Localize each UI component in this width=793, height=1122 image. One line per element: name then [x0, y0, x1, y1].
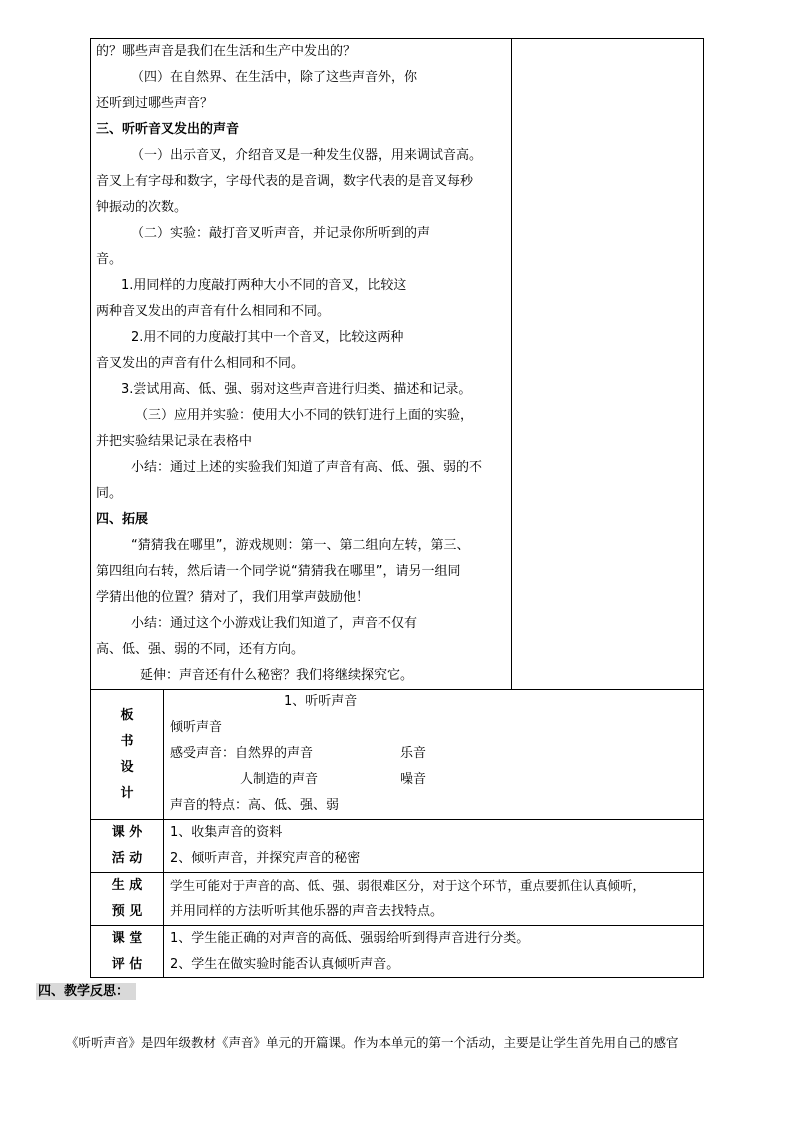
row-divider-evaluation [90, 925, 704, 926]
reflection-paragraph: 《听听声音》是四年级教材《声音》单元的开篇课。作为本单元的第一个活动，主要是让学生首先用自己的感官 [66, 1035, 679, 1050]
table-border-top [90, 38, 704, 39]
board-line: 人制造的声音 [240, 772, 319, 787]
text-line: 延伸：声音还有什么秘密？我们将继续探究它。 [140, 668, 414, 683]
text-line: （二）实验：敲打音叉听声音，并记录你所听到的声 [131, 226, 431, 241]
board-title: 1、听听声音 [284, 694, 358, 709]
board-label-char: 计 [120, 786, 134, 801]
notes-column-divider [511, 38, 512, 689]
outside-line: 1、收集声音的资料 [170, 825, 283, 840]
board-line: 噪音 [400, 772, 427, 787]
board-line: 声音的特点：高、低、强、弱 [170, 798, 340, 813]
text-line: “猜猜我在哪里”，游戏规则：第一、第二组向左转，第三、 [131, 538, 470, 553]
evaluation-line: 2、学生在做实验时能否认真倾听声音。 [170, 957, 400, 972]
row-divider-outside [90, 819, 704, 820]
text-line: 音叉上有字母和数字，字母代表的是音调，数字代表的是音叉每秒 [96, 174, 474, 189]
evaluation-label: 课 堂 [111, 931, 143, 946]
text-line: 同。 [96, 486, 123, 501]
board-label-char: 书 [120, 734, 134, 749]
text-line: 小结：通过上述的实验我们知道了声音有高、低、强、弱的不 [131, 460, 483, 475]
outside-line: 2、倾听声音，并探究声音的秘密 [170, 851, 361, 866]
text-line: 钟振动的次数。 [96, 200, 188, 215]
evaluation-line: 1、学生能正确的对声音的高低、强弱给听到得声音进行分类。 [170, 931, 530, 946]
outside-label: 活 动 [111, 851, 143, 866]
text-line: 两种音叉发出的声音有什么相同和不同。 [96, 304, 331, 319]
text-line: 小结：通过这个小游戏让我们知道了，声音不仅有 [131, 616, 418, 631]
board-label-char: 设 [120, 760, 134, 775]
text-line: 高、低、强、弱的不同，还有方向。 [96, 642, 305, 657]
text-line: 还听到过哪些声音？ [96, 96, 214, 111]
forecast-label: 预 见 [111, 904, 143, 919]
outside-label: 课 外 [111, 825, 143, 840]
row-divider-forecast [90, 872, 704, 873]
row-divider-board [90, 689, 704, 690]
reflection-heading: 四、教学反思： [38, 984, 130, 999]
section-heading: 三、听听音叉发出的声音 [96, 122, 240, 137]
forecast-line: 学生可能对于声音的高、低、强、弱很难区分，对于这个环节，重点要抓住认真倾听， [170, 878, 646, 893]
evaluation-label: 评 估 [111, 957, 143, 972]
text-line: 3.尝试用高、低、强、弱对这些声音进行归类、描述和记录。 [121, 382, 472, 397]
board-line: 感受声音：自然界的声音 [170, 746, 314, 761]
text-line: （三）应用并实验：使用大小不同的铁钉进行上面的实验， [135, 408, 474, 423]
board-label-char: 板 [120, 708, 134, 723]
text-line: （一）出示音叉，介绍音叉是一种发生仪器，用来调试音高。 [131, 148, 483, 163]
text-line: 学猜出他的位置？猜对了，我们用掌声鼓励他！ [96, 590, 370, 605]
board-line: 倾听声音 [170, 720, 223, 735]
text-line: 的？哪些声音是我们在生活和生产中发出的？ [96, 44, 357, 59]
forecast-label: 生 成 [111, 878, 143, 893]
text-line: 音叉发出的声音有什么相同和不同。 [96, 356, 305, 371]
label-column-divider [163, 689, 164, 978]
text-line: （四）在自然界、在生活中，除了这些声音外，你 [131, 70, 418, 85]
table-border-right [703, 38, 704, 978]
board-line: 乐音 [400, 746, 427, 761]
text-line: 并把实验结果记录在表格中 [96, 434, 253, 449]
text-line: 2.用不同的力度敲打其中一个音叉，比较这两种 [131, 330, 404, 345]
section-heading: 四、拓展 [96, 512, 149, 527]
forecast-line: 并用同样的方法听听其他乐器的声音去找特点。 [170, 904, 444, 919]
text-line: 第四组向右转，然后请一个同学说“猜猜我在哪里”，请另一组同 [96, 564, 461, 579]
text-line: 音。 [96, 252, 123, 267]
table-border-left [90, 38, 91, 978]
table-border-bottom [90, 977, 704, 978]
text-line: 1.用同样的力度敲打两种大小不同的音叉，比较这 [121, 278, 407, 293]
